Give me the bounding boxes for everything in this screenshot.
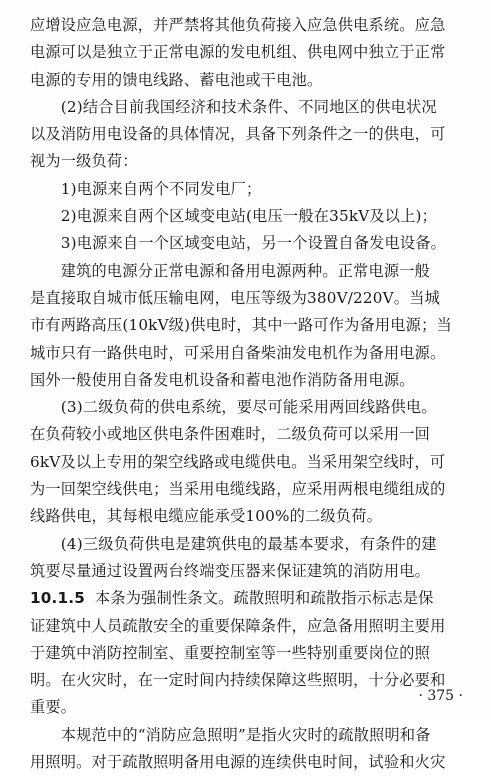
text-line: 市有两路高压(10kV级)供电时，其中一路可作为备用电源；当 [30, 316, 452, 335]
text-line: 电源的专用的馈电线路、蓄电池或干电池。 [30, 70, 323, 89]
text-line: 为一回架空线供电；当采用电缆线路，应采用两根电缆组成的 [30, 480, 446, 499]
section-text: 本条为强制性条文。疏散照明和疏散指示标志是保 [95, 589, 434, 608]
text-line: 3)电源来自一个区域变电站，另一个设置自备发电设备。 [30, 234, 447, 253]
text-line: 应增设应急电源，并严禁将其他负荷接入应急供电系统。应急 [30, 16, 446, 34]
text-line: 城市只有一路供电时，可采用自备柴油发电机作为备用电源。 [30, 343, 446, 362]
text-line: 1)电源来自两个不同发电厂； [30, 179, 262, 198]
page-number: · 375 · [418, 688, 463, 704]
text-line: 视为一级负荷： [30, 152, 138, 171]
text-line: 是直接取自城市低压输电网，电压等级为380V/220V。当城 [30, 288, 440, 307]
text-line: 于建筑中消防控制室、重要控制室等一些特别重要岗位的照 [30, 643, 431, 662]
text-line: 2)电源来自两个区域变电站(电压一般在35kV及以上)； [30, 207, 438, 226]
text-line: 6kV及以上专用的架空线路或电缆供电。当采用架空线时，可 [30, 452, 446, 471]
section-first-line [30, 585, 468, 612]
text-line: 用照明。对于疏散照明备用电源的连续供电时间，试验和火灾 [30, 753, 446, 772]
body-text [30, 12, 468, 776]
text-line: 线路供电，其每根电缆应能承受100%的二级负荷。 [30, 507, 382, 526]
text-line: (2)结合目前我国经济和技术条件、不同地区的供电状况 [30, 97, 437, 116]
text-line: 本规范中的“消防应急照明”是指火灾时的疏散照明和备 [30, 725, 431, 744]
section-number: 10.1.5 [30, 589, 86, 608]
text-line: 筑要尽量通过设置两台终端变压器来保证建筑的消防用电。 [30, 561, 431, 580]
text-line: 以及消防用电设备的具体情况，具备下列条件之一的供电，可 [30, 125, 446, 144]
text-line: 明。在火灾时，在一定时间内持续保障这些照明，十分必要和 [30, 671, 446, 690]
text-line: 国外一般使用自备发电机设备和蓄电池作消防备用电源。 [30, 370, 415, 389]
text-line: (4)三级负荷供电是建筑供电的最基本要求，有条件的建 [30, 534, 437, 553]
text-line: 在负荷较小或地区供电条件困难时，二级负荷可以采用一回 [30, 425, 431, 444]
text-line: 重要。 [30, 698, 77, 717]
text-line: 建筑的电源分正常电源和备用电源两种。正常电源一般 [30, 261, 431, 280]
text-line: 证建筑中人员疏散安全的重要保障条件，应急备用照明主要用 [30, 616, 446, 635]
text-line: 电源可以是独立于正常电源的发电机组、供电网中独立于正常 [30, 43, 446, 62]
text-line: (3)二级负荷的供电系统，要尽可能采用两回线路供电。 [30, 398, 437, 417]
